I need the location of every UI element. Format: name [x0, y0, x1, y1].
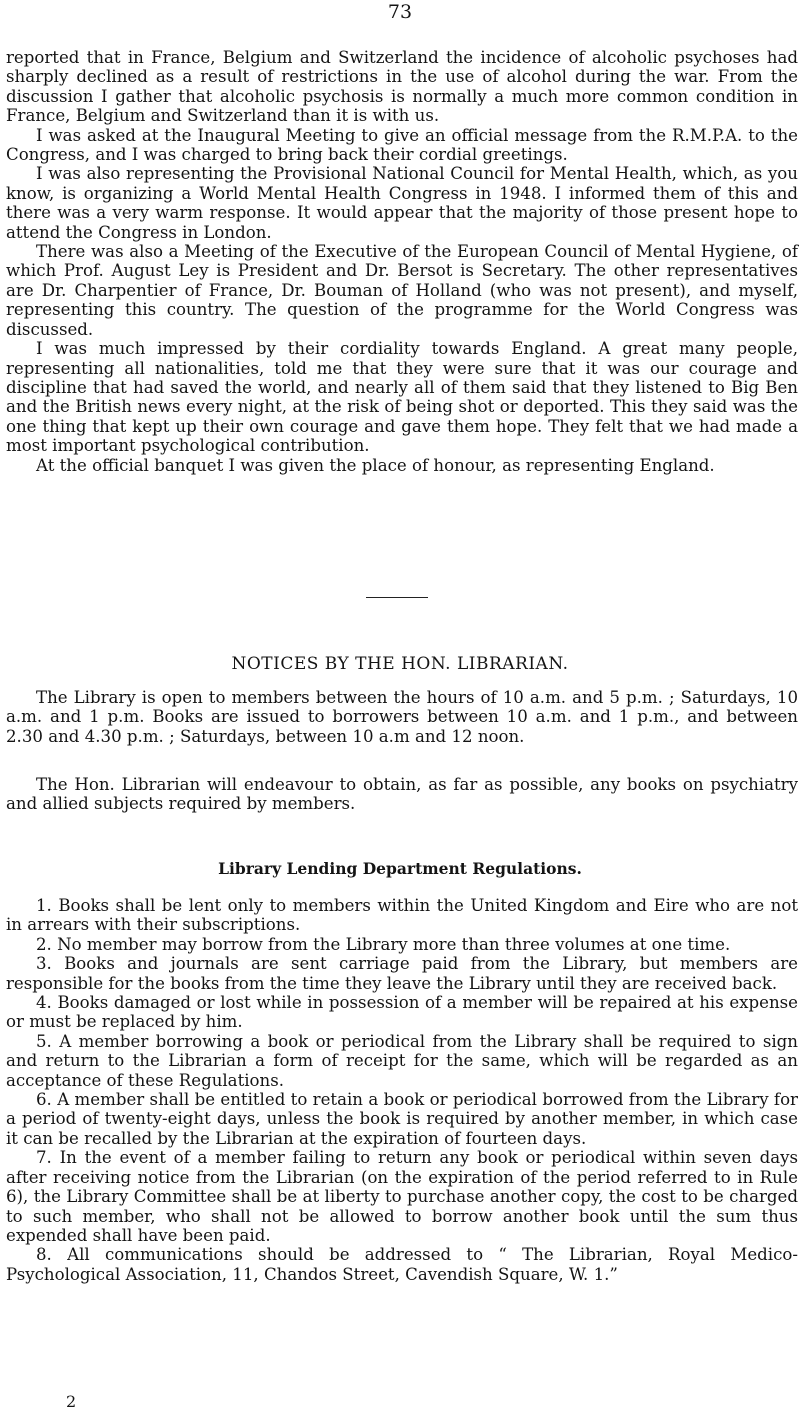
regulations-list	[6, 896, 798, 1284]
section-divider	[366, 597, 428, 598]
page-number: 73	[387, 1, 413, 23]
regulation-item: 3. Books and journals are sent carriage paid from the Library, but members are responsible for the books from the time they leave the Library until they are received back.	[6, 954, 798, 993]
library-hours-notice	[6, 688, 798, 746]
regulation-item: 2. No member may borrow from the Library more than three volumes at one time.	[36, 934, 731, 954]
report-paragraph: reported that in France, Belgium and Switzerland the incidence of alcoholic psychoses had sharply declined as a result of restrictions in the use of alcohol during the war. From the discussion I gather that alcoholic psychosis is normally a much more common condition in France, Belgium and Switzerland than it is with us.	[6, 48, 798, 126]
regulation-item: 8. All communications should be addressed to “ The Librarian, Royal Medico-Psychological Association, 11, Chandos Street, Cavendish Square, W. 1.”	[6, 1245, 798, 1284]
library-hours-text: The Library is open to members between the hours of 10 a.m. and 5 p.m. ; Saturdays, 10 a.m. and 1 p.m. Books are issued to borrowers between 10 a.m. and 1 p.m., and between 2.30 and 4.30 p.m. ; Saturdays, between 10 a.m and 12 noon.	[6, 688, 798, 746]
regulation-item: 4. Books damaged or lost while in possession of a member will be repaired at his expense or must be replaced by him.	[6, 993, 798, 1032]
regulations-heading: Library Lending Department Regulations.	[218, 859, 582, 878]
report-paragraph: At the official banquet I was given the place of honour, as representing England.	[36, 455, 715, 475]
regulation-item: 7. In the event of a member failing to return any book or periodical within seven days after receiving notice from the Librarian (on the expiration of the period referred to in Rule 6), the Library Committee shall be at liberty to purchase another copy, the cost to be charged to such member, who shall not be allowed to borrow another book until the sum thus expended shall have been paid.	[6, 1148, 798, 1245]
report-paragraph: I was also representing the Provisional National Council for Mental Health, which, as you know, is organizing a World Mental Health Congress in 1948. I informed them of this and there was a very warm response. It would appear that the majority of those present hope to attend the Congress in London.	[6, 164, 798, 242]
regulation-item: 6. A member shall be entitled to retain a book or periodical borrowed from the Library for a period of twenty-eight days, unless the book is required by another member, in which case it can be recalled by the Librarian at the expiration of fourteen days.	[6, 1090, 798, 1148]
report-paragraph: I was asked at the Inaugural Meeting to give an official message from the R.M.P.A. to the Congress, and I was charged to bring back their cordial greetings.	[6, 125, 798, 165]
report-paragraph: I was much impressed by their cordiality towards England. A great many people, representing all nationalities, told me that they were sure that it was our courage and discipline that had saved the world, and nearly all of them said that they listened to Big Ben and the British news every night, at the risk of being shot or deported. This they said was the one thing that kept up their own courage and gave them hope. They felt that we had made a most important psychological contribution.	[6, 339, 798, 456]
library-obtain-text: The Hon. Librarian will endeavour to obtain, as far as possible, any books on psychiatry and allied subjects required by members.	[6, 775, 798, 814]
notices-heading: NOTICES BY THE HON. LIBRARIAN.	[231, 654, 569, 674]
library-obtain-notice	[6, 775, 798, 814]
report-text	[6, 48, 798, 475]
report-paragraph: There was also a Meeting of the Executive of the European Council of Mental Hygiene, of which Prof. August Ley is President and Dr. Bersot is Secretary. The other representatives are Dr. Charpentier of France, Dr. Bouman of Holland (who was not present), and myself, representing this country. The question of the programme for the World Congress was discussed.	[6, 242, 798, 339]
regulation-item: 5. A member borrowing a book or periodical from the Library shall be required to sign and return to the Librarian a form of receipt for the same, which will be regarded as an acceptance of these Regulations.	[6, 1031, 798, 1090]
regulation-item: 1. Books shall be lent only to members within the United Kingdom and Eire who are not in arrears with their subscriptions.	[6, 896, 798, 935]
signature-mark: 2	[66, 1392, 77, 1411]
